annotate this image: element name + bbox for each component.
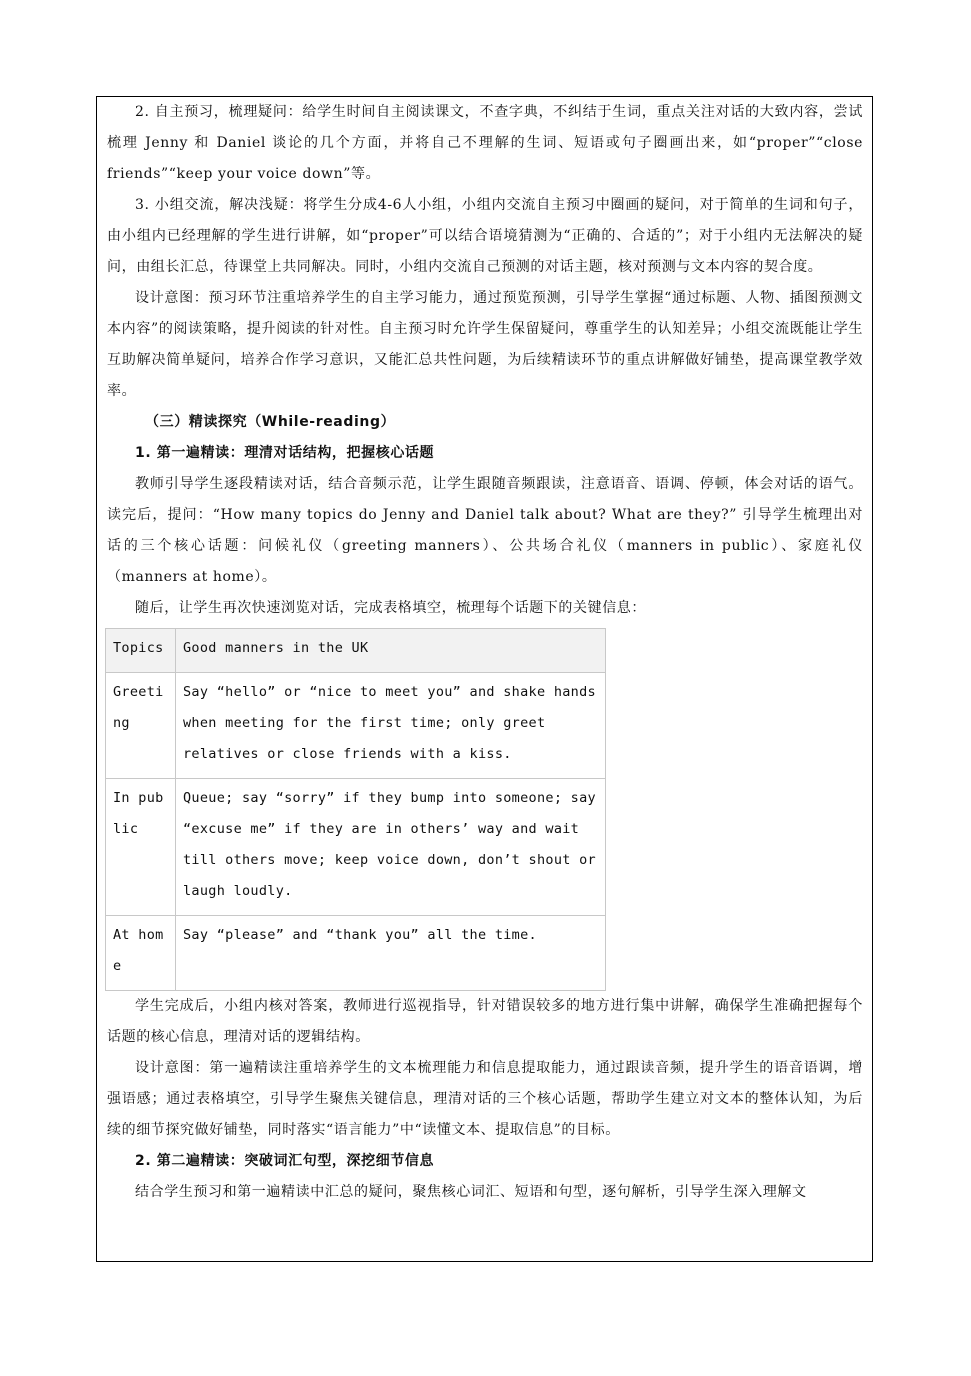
paragraph-design-intent-preview: 设计意图：预习环节注重培养学生的自主学习能力，通过预览预测，引导学生掌握“通过标题、人物、插图预测文本内容”的阅读策略，提升阅读的针对性。自主预习时允许学生保留疑问，尊重学生的认知差异；小组交流既能让学生互助解决简单疑问，培养合作学习意识，又能汇总共性问题，为后续精读环节的重点讲解做好铺垫，提高课堂教学效率。 [107, 290, 863, 399]
table-header-row [106, 629, 606, 673]
paragraph-after-table: 学生完成后，小组内核对答案，教师进行巡视指导，针对错误较多的地方进行集中讲解，确保学生准确把握每个话题的核心信息，理清对话的逻辑结构。 [107, 998, 863, 1045]
paragraph-group-exchange: 3. 小组交流，解决浅疑：将学生分成4-6人小组，小组内交流自主预习中圈画的疑问，对于简单的生词和句子，由小组内已经理解的学生进行讲解，如“proper”可以结合语境猜测为“正确的、合适的”；对于小组内无法解决的疑问，由组长汇总，待课堂上共同解决。同时，小组内交流自己预测的对话主题，核对预测与文本内容的契合度。 [107, 197, 863, 275]
table-cell-topic: Greeting [106, 673, 176, 779]
table-cell-detail: Say “hello” or “nice to meet you” and shake hands when meeting for the first time; only greet relatives or close friends with a kiss. [176, 673, 606, 779]
paragraph-self-preview: 2. 自主预习，梳理疑问：给学生时间自主阅读课文，不查字典，不纠结于生词，重点关注对话的大致内容，尝试梳理 Jenny 和 Daniel 谈论的几个方面，并将自己不理解的生词、短语或句子圈画出来，如“proper”“close friends”“keep your voice down”等。 [107, 104, 863, 182]
paragraph-design-intent-first-reading: 设计意图：第一遍精读注重培养学生的文本梳理能力和信息提取能力，通过跟读音频，提升学生的语音语调，增强语感；通过表格填空，引导学生聚焦关键信息，理清对话的三个核心话题，帮助学生建立对文本的整体认知，为后续的细节探究做好铺垫，同时落实“语言能力”中“读懂文本、提取信息”的目标。 [107, 1060, 863, 1138]
table-row [106, 779, 606, 916]
paragraph-table-intro: 随后，让学生再次快速浏览对话，完成表格填空，梳理每个话题下的关键信息： [135, 600, 646, 616]
subheading-second-reading: 2. 第二遍精读：突破词汇句型，深挖细节信息 [135, 1153, 435, 1169]
paragraph-second-reading: 结合学生预习和第一遍精读中汇总的疑问，聚焦核心词汇、短语和句型，逐句解析，引导学生深入理解文 [135, 1184, 807, 1200]
table-header-manners: Good manners in the UK [176, 629, 606, 673]
table-row [106, 916, 606, 991]
table-cell-detail: Say “please” and “thank you” all the time. [176, 916, 606, 991]
table-row [106, 673, 606, 779]
table-header-topics: Topics [106, 629, 176, 673]
paragraph-first-reading: 教师引导学生逐段精读对话，结合音频示范，让学生跟随音频跟读，注意语音、语调、停顿，体会对话的语气。读完后，提问：“How many topics do Jenny and Daniel talk about? What are they?” 引导学生梳理出对话的三个核心话题：问候礼仪（greeting manners）、公共场合礼仪（manners in public）、家庭礼仪（manners at home）。 [107, 476, 863, 585]
subheading-first-reading: 1. 第一遍精读：理清对话结构，把握核心话题 [135, 445, 435, 461]
table-cell-detail: Queue; say “sorry” if they bump into someone; say “excuse me” if they are in others’ way and wait till others move; keep voice down, don’t shout or laugh loudly. [176, 779, 606, 916]
table-cell-topic: At home [106, 916, 176, 991]
document-content [107, 97, 863, 1208]
document-frame [96, 96, 873, 1262]
table-cell-topic: In public [106, 779, 176, 916]
manners-table [105, 628, 606, 991]
section-heading-while-reading: （三）精读探究（While-reading） [145, 414, 396, 430]
